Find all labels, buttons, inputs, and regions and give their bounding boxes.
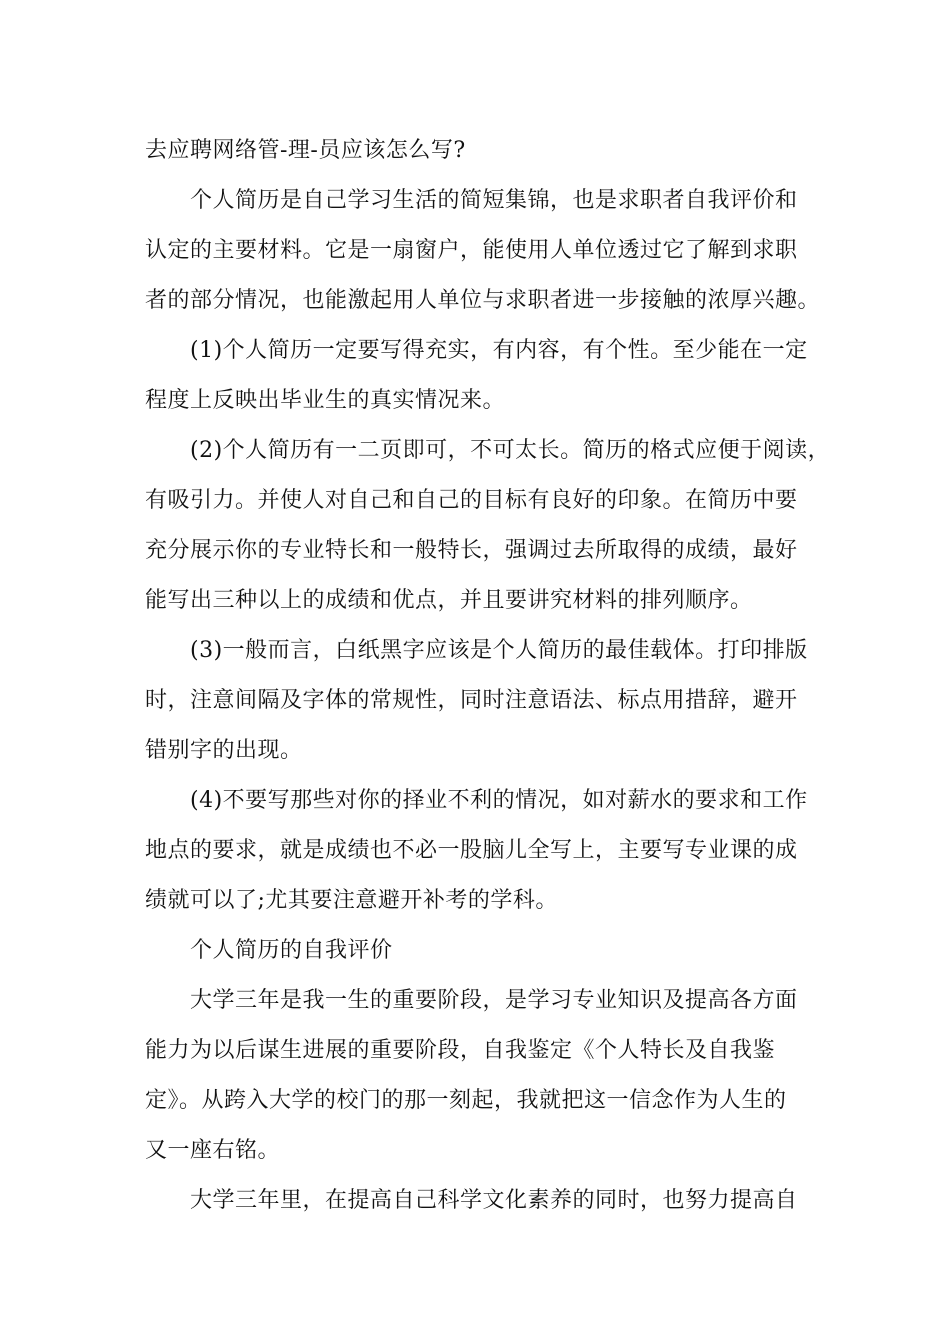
paragraph-line: (1)个人简历一定要写得充实，有内容，有个性。至少能在一定 bbox=[190, 338, 808, 363]
paragraph-line: 能写出三种以上的成绩和优点，并且要讲究材料的排列顺序。 bbox=[145, 588, 753, 613]
paragraph-line: 大学三年是我一生的重要阶段，是学习专业知识及提高各方面 bbox=[190, 988, 798, 1013]
paragraph-line: 者的部分情况，也能激起用人单位与求职者进一步接触的浓厚兴趣。 bbox=[145, 288, 821, 313]
paragraph-line: 地点的要求，就是成绩也不必一股脑儿全写上，主要写专业课的成 bbox=[145, 838, 798, 863]
paragraph-line: 能力为以后谋生进展的重要阶段，自我鉴定《个人特长及自我鉴 bbox=[145, 1038, 776, 1063]
paragraph-line: 错别字的出现。 bbox=[145, 738, 303, 763]
paragraph-line: 充分展示你的专业特长和一般特长，强调过去所取得的成绩，最好 bbox=[145, 538, 798, 563]
paragraph-line: 绩就可以了;尤其要注意避开补考的学科。 bbox=[145, 888, 558, 913]
paragraph-line: (4)不要写那些对你的择业不利的情况，如对薪水的要求和工作 bbox=[190, 788, 808, 813]
paragraph-line: 又一座右铭。 bbox=[145, 1138, 281, 1163]
paragraph-line: (2)个人简历有一二页即可，不可太长。简历的格式应便于阅读， bbox=[190, 438, 831, 463]
paragraph-heading: 去应聘网络管-理-员应该怎么写? bbox=[145, 138, 466, 163]
paragraph-line: 程度上反映出毕业生的真实情况来。 bbox=[145, 388, 506, 413]
paragraph-line: (3)一般而言，白纸黑字应该是个人简历的最佳载体。打印排版 bbox=[190, 638, 808, 663]
paragraph-line: 大学三年里，在提高自己科学文化素养的同时，也努力提高自 bbox=[190, 1188, 798, 1213]
paragraph-line: 个人简历是自己学习生活的简短集锦，也是求职者自我评价和 bbox=[190, 188, 798, 213]
section-heading: 个人简历的自我评价 bbox=[190, 938, 393, 963]
paragraph-line: 时，注意间隔及字体的常规性，同时注意语法、标点用措辞，避开 bbox=[145, 688, 798, 713]
paragraph-line: 有吸引力。并使人对自己和自己的目标有良好的印象。在简历中要 bbox=[145, 488, 798, 513]
paragraph-line: 认定的主要材料。它是一扇窗户，能使用人单位透过它了解到求职 bbox=[145, 238, 798, 263]
paragraph-line: 定》。从跨入大学的校门的那一刻起，我就把这一信念作为人生的 bbox=[145, 1088, 787, 1113]
